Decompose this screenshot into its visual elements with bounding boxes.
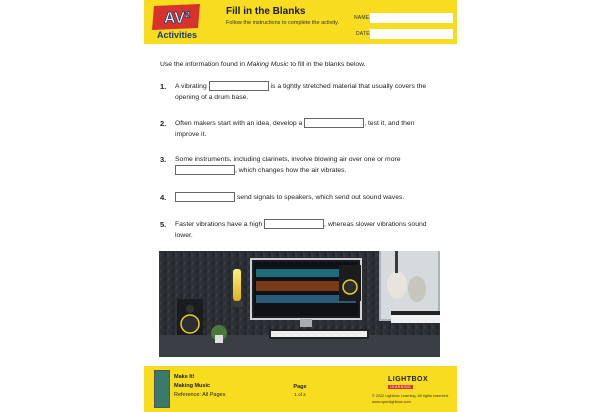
page-label: Page	[293, 384, 307, 390]
av2-logo	[152, 4, 202, 42]
header-bar	[144, 0, 457, 44]
question-text-before: Some instruments, including clarinets, involve blowing air over one or more	[175, 156, 401, 163]
answer-blank-3[interactable]	[175, 165, 235, 175]
answer-blank-4[interactable]	[175, 192, 235, 202]
logo-text: AV²	[163, 10, 191, 27]
question-number: 2.	[160, 119, 167, 128]
question-number: 3.	[160, 155, 167, 164]
book-title: Making Music	[246, 61, 289, 68]
studio-illustration	[159, 251, 440, 357]
question-text-after: , test it, and then improve it.	[175, 120, 415, 138]
av2-badge-icon	[152, 4, 202, 30]
name-field[interactable]	[370, 13, 453, 23]
lightbox-learning-tag: LEARNING	[390, 385, 412, 389]
intro-after: to fill in the blanks below.	[288, 61, 366, 68]
question-text-after: , which changes how the air vibrates.	[235, 167, 347, 174]
footer-book-title: Making Music	[174, 383, 211, 389]
studio-photo	[159, 251, 440, 357]
question-text-before: Faster vibrations have a high	[175, 221, 265, 228]
question-text-before: Often makers start with an idea, develop a	[175, 120, 305, 127]
page-subtitle: Follow the instructions to complete the activity.	[226, 20, 340, 26]
website-link[interactable]: www.openlightbox.com	[372, 400, 411, 404]
footer-reference: Reference: All Pages	[174, 392, 226, 398]
date-field[interactable]	[370, 29, 453, 39]
intro-before: Use the information found in	[160, 61, 247, 68]
answer-blank-2[interactable]	[304, 118, 364, 128]
question-number: 5.	[160, 220, 167, 229]
date-label: DATE	[356, 31, 370, 37]
name-label: NAME	[354, 15, 370, 21]
lightbox-logo: LIGHTBOX	[388, 376, 429, 383]
question-text-after: , whereas slower vibrations sound lower.	[175, 221, 427, 239]
question-text-after: send signals to speakers, which send out sound waves.	[235, 194, 405, 201]
question-text-after: is a tightly stretched material that usually covers the opening of a drum base.	[175, 83, 427, 101]
footer-series: Make It!	[174, 374, 195, 380]
logo-caption: Activities	[156, 30, 198, 40]
copyright: © 2022 Lightbox Learning. All rights reserved.	[372, 394, 449, 398]
answer-blank-1[interactable]	[209, 81, 269, 91]
question-number: 1.	[160, 82, 167, 91]
footer-bar	[144, 366, 457, 412]
question-text-before: A vibrating	[175, 83, 209, 90]
question-number: 4.	[160, 193, 167, 202]
answer-blank-5[interactable]	[264, 219, 324, 229]
book-cover-thumbnail	[154, 370, 170, 408]
page-number: 1 of 2	[294, 392, 306, 397]
page-title: Fill in the Blanks	[226, 6, 306, 17]
instructions	[160, 61, 366, 68]
